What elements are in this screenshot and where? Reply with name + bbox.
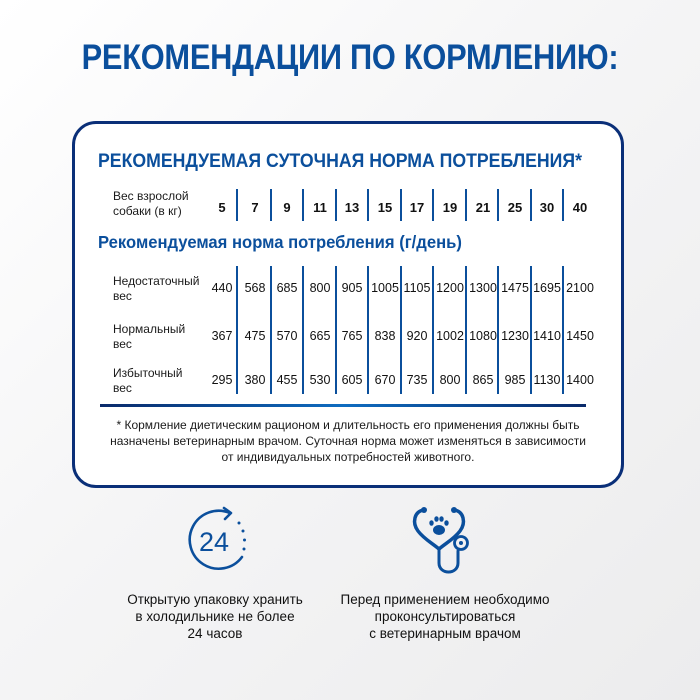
row-label-line2: вес bbox=[113, 337, 132, 351]
intake-cell: 1695 bbox=[533, 281, 561, 295]
row-label-line2: вес bbox=[113, 289, 132, 303]
column-separator bbox=[270, 189, 272, 221]
weight-cell: 30 bbox=[539, 200, 555, 215]
intake-cell: 1105 bbox=[403, 281, 431, 295]
column-separator bbox=[335, 189, 337, 221]
column-separator bbox=[367, 189, 369, 221]
footnote-line1: * Кормление диетическим рационом и длительность его применения должны быть bbox=[116, 418, 580, 432]
intake-cell: 475 bbox=[244, 329, 266, 343]
feature-storage-text bbox=[85, 591, 345, 642]
svg-text:24: 24 bbox=[198, 527, 230, 557]
footnote bbox=[95, 417, 601, 465]
feature-text-line3: 24 часов bbox=[187, 626, 243, 641]
intake-cell: 440 bbox=[211, 281, 233, 295]
weight-row-label bbox=[113, 189, 189, 219]
weight-cell: 5 bbox=[218, 200, 226, 215]
intake-cell: 1130 bbox=[533, 373, 561, 387]
intake-cell: 568 bbox=[244, 281, 266, 295]
weight-cell: 21 bbox=[475, 200, 491, 215]
weight-cell: 15 bbox=[377, 200, 393, 215]
page-title: РЕКОМЕНДАЦИИ ПО КОРМЛЕНИЮ: bbox=[81, 38, 619, 77]
weight-cell: 13 bbox=[344, 200, 360, 215]
table-subtitle: Рекомендуемая норма потребления (г/день) bbox=[98, 232, 462, 252]
column-separator bbox=[400, 189, 402, 221]
row-label-line2: вес bbox=[113, 381, 132, 395]
row-label-normal bbox=[113, 322, 185, 352]
intake-cell: 800 bbox=[309, 281, 331, 295]
feature-vet-text bbox=[315, 591, 575, 642]
intake-cell: 1005 bbox=[371, 281, 399, 295]
intake-cell: 665 bbox=[309, 329, 331, 343]
intake-cell: 1080 bbox=[469, 329, 497, 343]
weight-cell: 17 bbox=[409, 200, 425, 215]
weight-label-line1: Вес взрослой bbox=[113, 189, 189, 203]
row-label-line1: Избыточный bbox=[113, 366, 183, 380]
clock-24h-icon bbox=[180, 505, 250, 577]
intake-cell: 455 bbox=[276, 373, 298, 387]
intake-cell: 1450 bbox=[566, 329, 594, 343]
feature-text-line1: Перед применением необходимо bbox=[340, 592, 550, 607]
row-label-overweight bbox=[113, 366, 182, 396]
intake-cell: 800 bbox=[439, 373, 461, 387]
table-divider bbox=[100, 404, 586, 407]
weight-cell: 9 bbox=[283, 200, 291, 215]
weight-label-line2: собаки (в кг) bbox=[113, 204, 182, 218]
intake-cell: 295 bbox=[211, 373, 233, 387]
feature-text-line2: в холодильнике не более bbox=[135, 609, 295, 624]
intake-cell: 1002 bbox=[436, 329, 464, 343]
feature-vet bbox=[315, 505, 575, 642]
intake-cell: 865 bbox=[472, 373, 494, 387]
intake-cell: 985 bbox=[504, 373, 526, 387]
intake-cell: 1475 bbox=[501, 281, 529, 295]
weight-cell: 19 bbox=[442, 200, 458, 215]
intake-cell: 605 bbox=[341, 373, 363, 387]
intake-cell: 367 bbox=[211, 329, 233, 343]
feature-storage bbox=[85, 505, 345, 642]
intake-cell: 838 bbox=[374, 329, 396, 343]
weight-cell: 11 bbox=[313, 200, 327, 215]
intake-cell: 1400 bbox=[566, 373, 594, 387]
weight-cell: 25 bbox=[507, 200, 523, 215]
column-separator bbox=[530, 189, 532, 221]
intake-cell: 530 bbox=[309, 373, 331, 387]
intake-cell: 1230 bbox=[501, 329, 529, 343]
column-separator bbox=[236, 189, 238, 221]
card-title: РЕКОМЕНДУЕМАЯ СУТОЧНАЯ НОРМА ПОТРЕБЛЕНИЯ* bbox=[98, 151, 582, 172]
intake-cell: 1410 bbox=[533, 329, 561, 343]
intake-cell: 685 bbox=[276, 281, 298, 295]
column-separator bbox=[465, 189, 467, 221]
weight-cell: 7 bbox=[251, 200, 259, 215]
intake-cell: 735 bbox=[406, 373, 428, 387]
weight-cell: 40 bbox=[572, 200, 588, 215]
feature-text-line3: с ветеринарным врачом bbox=[369, 626, 521, 641]
feeding-table-card bbox=[72, 121, 624, 488]
intake-cell: 1200 bbox=[436, 281, 464, 295]
row-label-line1: Недостаточный bbox=[113, 274, 200, 288]
feature-text-line1: Открытую упаковку хранить bbox=[127, 592, 303, 607]
row-label-line1: Нормальный bbox=[113, 322, 186, 336]
stethoscope-paw-icon bbox=[410, 505, 480, 577]
footnote-line3: от индивидуальных потребностей животного. bbox=[221, 450, 475, 464]
row-label-underweight bbox=[113, 274, 200, 304]
intake-cell: 570 bbox=[276, 329, 298, 343]
intake-cell: 670 bbox=[374, 373, 396, 387]
column-separator bbox=[562, 189, 564, 221]
feature-text-line2: проконсультироваться bbox=[374, 609, 516, 624]
intake-cell: 1300 bbox=[469, 281, 497, 295]
intake-cell: 905 bbox=[341, 281, 363, 295]
footnote-line2: назначены ветеринарным врачом. Суточная норма может изменяться в зависимости bbox=[110, 434, 586, 448]
intake-cell: 920 bbox=[406, 329, 428, 343]
intake-cell: 765 bbox=[341, 329, 363, 343]
column-separator bbox=[302, 189, 304, 221]
intake-cell: 380 bbox=[244, 373, 266, 387]
intake-cell: 2100 bbox=[566, 281, 594, 295]
column-separator bbox=[497, 189, 499, 221]
column-separator bbox=[432, 189, 434, 221]
